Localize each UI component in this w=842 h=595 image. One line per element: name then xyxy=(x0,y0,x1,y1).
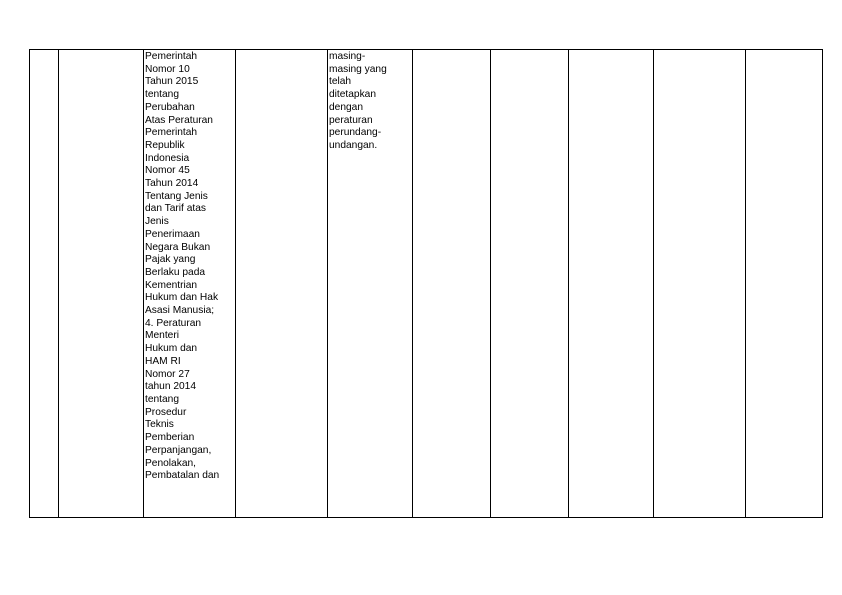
provision-text xyxy=(329,51,387,153)
text-line: tahun 2014 xyxy=(145,381,196,393)
text-line: Jenis xyxy=(145,216,169,228)
table-cell-col-7 xyxy=(491,50,569,517)
text-line: tentang xyxy=(145,393,179,405)
text-line: Pemerintah xyxy=(145,127,198,139)
text-line: ditetapkan xyxy=(329,89,377,101)
table-cell-col-1 xyxy=(30,50,59,517)
text-line: undangan. xyxy=(329,139,378,151)
text-line: tentang xyxy=(145,89,179,101)
text-line: dengan xyxy=(329,101,363,113)
text-line: Indonesia xyxy=(145,152,190,164)
text-line: masing- xyxy=(329,51,366,62)
text-line: Prosedur xyxy=(145,406,187,418)
text-line: Perpanjangan, xyxy=(145,444,212,456)
text-line: Nomor 10 xyxy=(145,63,190,75)
table-cell-col-8 xyxy=(569,50,654,517)
text-line: HAM RI xyxy=(145,355,181,367)
text-line: Hukum dan xyxy=(145,343,198,355)
legal-basis-text xyxy=(145,51,219,483)
table-cell-col-6 xyxy=(413,50,491,517)
text-line: Perubahan xyxy=(145,101,195,113)
text-line: Hukum dan Hak xyxy=(145,292,219,304)
text-line: Tentang Jenis xyxy=(145,190,208,202)
text-line: 4. Peraturan xyxy=(145,317,202,329)
text-line: Asasi Manusia; xyxy=(145,305,215,317)
text-line: masing yang xyxy=(329,63,387,75)
text-line: telah xyxy=(329,76,352,88)
text-line: dan Tarif atas xyxy=(145,203,206,215)
table-cell-col-10 xyxy=(746,50,823,517)
text-line: Tahun 2014 xyxy=(145,178,199,190)
text-line: Pemberian xyxy=(145,432,195,444)
text-line: perundang- xyxy=(329,127,382,139)
text-line: Berlaku pada xyxy=(145,266,206,278)
text-line: peraturan xyxy=(329,114,373,126)
table-cell-col-2 xyxy=(59,50,144,517)
text-line: Penolakan, xyxy=(145,457,196,469)
text-line: Pembatalan dan xyxy=(145,470,220,482)
continuation-table xyxy=(29,49,823,518)
table-cell-col-5 xyxy=(328,50,413,517)
text-line: Pemerintah xyxy=(145,51,198,62)
text-line: Negara Bukan xyxy=(145,241,211,253)
text-line: Pajak yang xyxy=(145,254,196,266)
text-line: Penerimaan xyxy=(145,228,200,240)
text-line: Tahun 2015 xyxy=(145,76,199,88)
text-line: Republik xyxy=(145,139,185,151)
text-line: Teknis xyxy=(145,419,174,431)
table-cell-col-4 xyxy=(236,50,328,517)
text-line: Nomor 45 xyxy=(145,165,190,177)
table-cell-col-9 xyxy=(654,50,746,517)
text-line: Kementrian xyxy=(145,279,198,291)
table-cell-col-3 xyxy=(144,50,236,517)
text-line: Nomor 27 xyxy=(145,368,190,380)
text-line: Menteri xyxy=(145,330,179,342)
text-line: Atas Peraturan xyxy=(145,114,213,126)
